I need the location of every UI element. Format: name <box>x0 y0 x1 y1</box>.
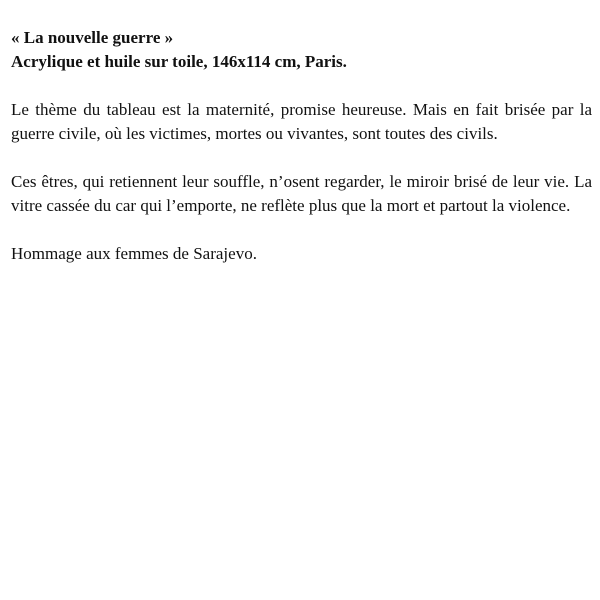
paragraph-homage: Hommage aux femmes de Sarajevo. <box>11 244 257 263</box>
paragraph-theme: Le thème du tableau est la maternité, promise heureuse. Mais en fait brisée par la guerre civile, où les victimes, mortes ou vivantes, sont toutes des civils. <box>11 100 592 143</box>
artwork-title: « La nouvelle guerre » <box>11 28 174 47</box>
artwork-medium-dimensions: Acrylique et huile sur toile, 146x114 cm, Paris. <box>11 52 347 71</box>
paragraph-mirror: Ces êtres, qui retiennent leur souffle, n’osent regarder, le miroir brisé de leur vie. La vitre cassée du car qui l’emporte, ne reflète plus que la mort et partout la violence. <box>11 172 592 215</box>
artwork-description <box>11 26 592 266</box>
